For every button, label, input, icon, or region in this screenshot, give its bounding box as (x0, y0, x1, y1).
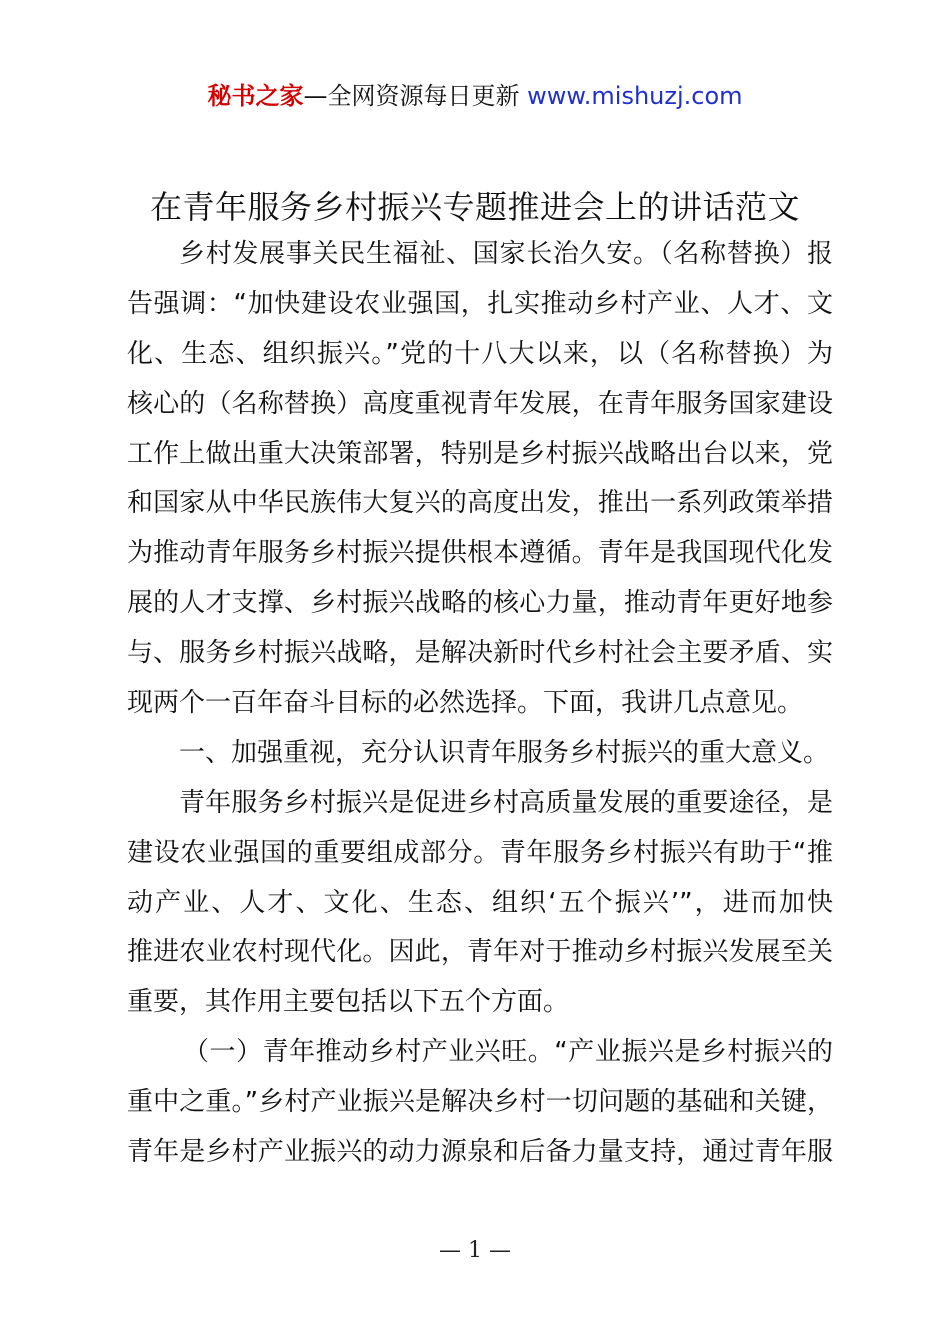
text-line: 化、生态、组织振兴。”党的十八大以来，以（名称替换）为 (127, 338, 833, 369)
text-line: 告强调：“加快建设农业强国，扎实推动乡村产业、人才、文 (127, 288, 833, 319)
text-line: 重要，其作用主要包括以下五个方面。 (127, 987, 570, 1018)
site-header (0, 80, 950, 112)
text-line: 重中之重。”乡村产业振兴是解决乡村一切问题的基础和关键， (127, 1087, 833, 1118)
text-line: 核心的（名称替换）高度重视青年发展，在青年服务国家建设 (127, 388, 833, 419)
document-title: 在青年服务乡村振兴专题推进会上的讲话范文 (149, 188, 800, 226)
text-line: 工作上做出重大决策部署，特别是乡村振兴战略出台以来，党 (127, 438, 833, 469)
text-line: 为推动青年服务乡村振兴提供根本遵循。青年是我国现代化发 (127, 538, 833, 569)
text-line: 展的人才支撑、乡村振兴战略的核心力量，推动青年更好地参 (127, 588, 833, 619)
text-line: 建设农业强国的重要组成部分。青年服务乡村振兴有助于“推 (127, 837, 833, 868)
text-line: 动产业、人才、文化、生态、组织‘五个振兴’”，进而加快 (127, 887, 833, 918)
text-line: 现两个一百年奋斗目标的必然选择。下面，我讲几点意见。 (127, 688, 804, 719)
text-line: 青年是乡村产业振兴的动力源泉和后备力量支持，通过青年服 (127, 1137, 833, 1168)
subsection-heading: （一）青年推动乡村产业兴旺。“产业振兴是乡村振兴的 (183, 1037, 833, 1068)
text-line: 推进农业农村现代化。因此，青年对于推动乡村振兴发展至关 (127, 937, 833, 968)
header-slogan: —全网资源每日更新 (303, 82, 520, 110)
page-number: — 1 — (439, 1238, 511, 1263)
document-body (127, 230, 833, 1178)
text-line: 与、服务乡村振兴战略，是解决新时代乡村社会主要矛盾、实 (127, 638, 833, 669)
text-line: 青年服务乡村振兴是促进乡村高质量发展的重要途径，是 (179, 787, 833, 818)
brand-name: 秘书之家 (207, 82, 304, 110)
section-heading: 一、加强重视，充分认识青年服务乡村振兴的重大意义。 (179, 737, 830, 768)
text-line: 乡村发展事关民生福祉、国家长治久安。（名称替换）报 (179, 239, 833, 269)
text-line: 和国家从中华民族伟大复兴的高度出发，推出一系列政策举措 (127, 488, 833, 519)
site-url-link[interactable]: www.mishuzj.com (527, 82, 743, 110)
